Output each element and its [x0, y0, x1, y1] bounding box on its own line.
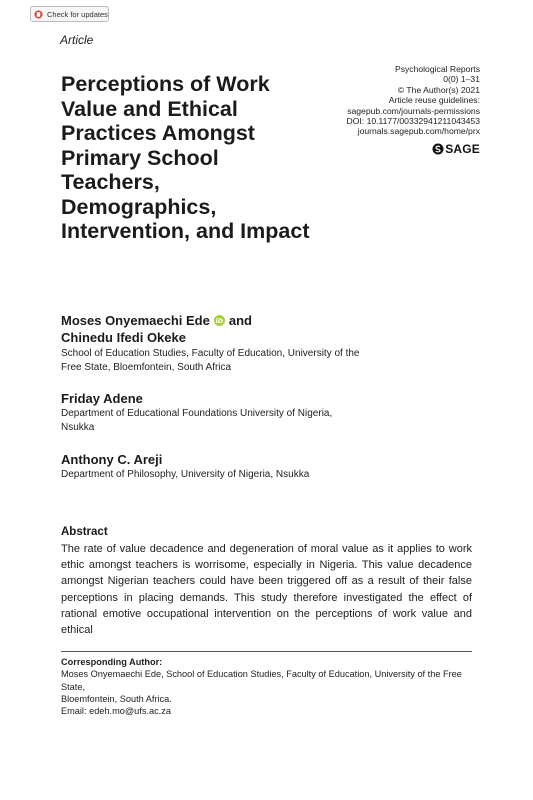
author-affiliation: Department of Philosophy, University of Nigeria, Nsukka: [61, 469, 310, 480]
corresponding-author: [61, 656, 481, 717]
author-conjunction: and: [228, 313, 252, 328]
article-title: Perceptions of Work Value and Ethical Practices Amongst Primary School Teachers, Demographics, Intervention, and Impact: [61, 72, 310, 243]
author-name: Moses Onyemaechi Ede: [61, 313, 210, 328]
author-affiliation: School of Education Studies, Faculty of Education, University of the Free State, Bloemfontein, South Africa: [61, 348, 360, 373]
corresponding-heading: Corresponding Author:: [61, 657, 163, 667]
journal-name: Psychological Reports: [394, 64, 480, 74]
volume-pages: 0(0) 1–31: [443, 74, 480, 85]
author-name: Friday Adene: [61, 391, 143, 406]
check-updates-icon: [34, 10, 43, 19]
doi[interactable]: DOI: 10.1177/00332941211043453: [346, 116, 480, 127]
publisher-name: SAGE: [445, 142, 480, 156]
article-type-label: Article: [60, 33, 94, 47]
author-affiliation: Department of Educational Foundations University of Nigeria, Nsukka: [61, 408, 333, 433]
copyright: © The Author(s) 2021: [397, 84, 480, 95]
permissions-link[interactable]: sagepub.com/journals-permissions: [347, 105, 480, 116]
abstract-text: The rate of value decadence and degeneration of moral value as it applies to work ethic amongst teachers is worrisome, especially in Nigeria. This value decadence amongst Nigerian teachers could have been triggered off as a result of their false perceptions in placing demands. This study therefore investigated the effect of rational emotive occupational intervention on the perceptions of work value and ethical: [61, 543, 472, 637]
reuse-heading: Article reuse guidelines:: [388, 95, 480, 106]
check-for-updates-button[interactable]: [30, 6, 109, 22]
journal-link[interactable]: journals.sagepub.com/home/prx: [357, 126, 480, 137]
check-for-updates-label: Check for updates: [47, 9, 108, 19]
author-name: Anthony C. Areji: [61, 452, 163, 467]
corresponding-address: Moses Onyemaechi Ede, School of Education Studies, Faculty of Education, University of the Free State,: [61, 669, 462, 692]
abstract-heading: Abstract: [61, 526, 108, 538]
author-group-1: [61, 312, 252, 346]
publisher-logo: [432, 142, 480, 156]
footnote-divider: [61, 651, 472, 652]
corresponding-email[interactable]: Email: edeh.mo@ufs.ac.za: [61, 706, 171, 717]
author-name: Chinedu Ifedi Okeke: [61, 330, 186, 345]
orcid-icon[interactable]: iD: [215, 316, 224, 325]
sage-logo-icon: [432, 143, 444, 155]
corresponding-address: Bloemfontein, South Africa.: [61, 693, 172, 704]
journal-meta: [347, 64, 480, 137]
